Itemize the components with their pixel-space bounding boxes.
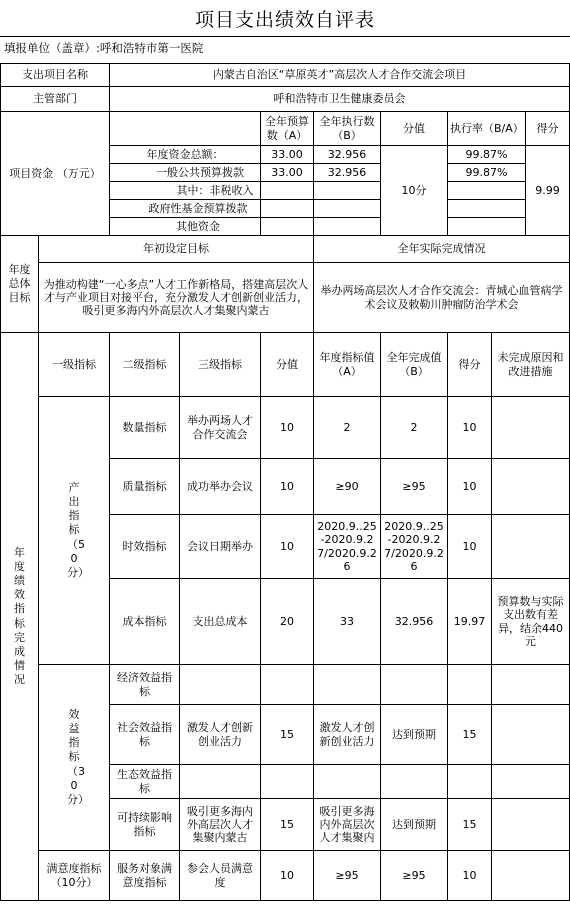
- header-points: 得分: [448, 333, 492, 397]
- funds-row-budget: [261, 182, 314, 200]
- benefit-score: [261, 765, 314, 799]
- output-indicator-label: [39, 397, 110, 665]
- benefit-actual: [381, 765, 448, 799]
- output-score: 10: [261, 515, 314, 579]
- benefit-reason: [492, 765, 570, 799]
- satisfaction-indicator-label: 满意度指标（10分）: [39, 851, 110, 901]
- benefit-score: [261, 665, 314, 705]
- output-points: 19.97: [448, 579, 492, 665]
- funds-row-label: 政府性基金预算拨款: [110, 200, 261, 218]
- satisfaction-target: ≥95: [314, 851, 381, 901]
- satisfaction-l3: 参会人员满意度: [180, 851, 261, 901]
- funds-score-header: 分值: [381, 112, 448, 146]
- output-target: 2020.9..25-2020.9.27/2020.9.26: [314, 515, 381, 579]
- output-actual: ≥95: [381, 459, 448, 515]
- output-l3: 成功举办会议: [180, 459, 261, 515]
- benefit-target: [314, 765, 381, 799]
- output-points: 10: [448, 515, 492, 579]
- benefit-indicator-text: 效益指标（30分）: [67, 708, 89, 806]
- funds-row-rate: 99.87%: [448, 146, 526, 164]
- benefit-l2: 可持续影响指标: [110, 799, 180, 851]
- output-indicator-text: 产出指标（50分）: [67, 481, 89, 579]
- benefit-indicator-label: [39, 665, 110, 851]
- benefit-target: [314, 665, 381, 705]
- satisfaction-points: 10: [448, 851, 492, 901]
- output-target: ≥90: [314, 459, 381, 515]
- indicators-section-text: 年度绩效指标完成情况: [14, 546, 25, 686]
- funds-row-label: 其中：非税收入: [110, 182, 261, 200]
- benefit-points: [448, 765, 492, 799]
- benefit-score: 15: [261, 799, 314, 851]
- funds-row-executed: [314, 200, 381, 218]
- goals-planned-text: 为推动构建“一心多点”人才工作新格局，搭建高层次人才与产业项目对接平台，充分激发人才创新创业活力，吸引更多海内外高层次人才集聚内蒙古: [39, 263, 314, 333]
- department-label: 主管部门: [1, 87, 110, 112]
- funds-label: 项目资金 （万元）: [1, 112, 110, 236]
- benefit-actual: 达到预期: [381, 705, 448, 765]
- header-target: 年度指标值（A）: [314, 333, 381, 397]
- benefit-points: 15: [448, 799, 492, 851]
- output-reason: 预算数与实际支出数有差异，结余440元: [492, 579, 570, 665]
- output-reason: [492, 459, 570, 515]
- funds-budget-header: 全年预算数（A）: [261, 112, 314, 146]
- benefit-l3: [180, 665, 261, 705]
- benefit-reason: [492, 665, 570, 705]
- header-reason: 未完成原因和改进措施: [492, 333, 570, 397]
- department-value: 呼和浩特市卫生健康委员会: [110, 87, 570, 112]
- satisfaction-l2: 服务对象满意度指标: [110, 851, 180, 901]
- output-actual: 2: [381, 397, 448, 459]
- indicators-section-label: [1, 333, 39, 901]
- output-l3: 会议日期举办: [180, 515, 261, 579]
- output-l2: 成本指标: [110, 579, 180, 665]
- funds-row-rate: [448, 200, 526, 218]
- project-name-label: 支出项目名称: [1, 64, 110, 87]
- header-level3: 三级指标: [180, 333, 261, 397]
- output-actual: 2020.9..25-2020.9.27/2020.9.26: [381, 515, 448, 579]
- benefit-actual: 达到预期: [381, 799, 448, 851]
- project-name-value: 内蒙古自治区“草原英才”高层次人才合作交流会项目: [110, 64, 570, 87]
- benefit-l2: 生态效益指标: [110, 765, 180, 799]
- funds-row-rate: [448, 182, 526, 200]
- funds-row-executed: [314, 218, 381, 236]
- funds-blank-header: [110, 112, 261, 146]
- funds-row-label: 其他资金: [110, 218, 261, 236]
- output-target: 2: [314, 397, 381, 459]
- benefit-l2: 经济效益指标: [110, 665, 180, 705]
- benefit-target: 激发人才创新创业活力: [314, 705, 381, 765]
- satisfaction-reason: [492, 851, 570, 901]
- benefit-points: [448, 665, 492, 705]
- funds-row-executed: 32.956: [314, 146, 381, 164]
- satisfaction-score: 10: [261, 851, 314, 901]
- benefit-l3: 吸引更多海内外高层次人才集聚内蒙古: [180, 799, 261, 851]
- output-l3: 举办两场人才合作交流会: [180, 397, 261, 459]
- output-actual: 32.956: [381, 579, 448, 665]
- funds-row-executed: [314, 182, 381, 200]
- goals-actual-header: 全年实际完成情况: [314, 236, 570, 263]
- header-level2: 二级指标: [110, 333, 180, 397]
- benefit-l3: [180, 765, 261, 799]
- satisfaction-actual: ≥95: [381, 851, 448, 901]
- funds-row-rate: 99.87%: [448, 164, 526, 182]
- reporting-unit: 填报单位（盖章）:呼和浩特市第一医院: [4, 41, 204, 55]
- goals-planned-header: 年初设定目标: [39, 236, 314, 263]
- output-score: 20: [261, 579, 314, 665]
- funds-points-header: 得分: [526, 112, 570, 146]
- output-target: 33: [314, 579, 381, 665]
- funds-row-budget: [261, 200, 314, 218]
- output-score: 10: [261, 397, 314, 459]
- output-score: 10: [261, 459, 314, 515]
- output-reason: [492, 515, 570, 579]
- header-score: 分值: [261, 333, 314, 397]
- benefit-reason: [492, 705, 570, 765]
- output-l2: 数量指标: [110, 397, 180, 459]
- evaluation-table: [0, 63, 570, 901]
- funds-score-value: 10分: [381, 146, 448, 236]
- goals-actual-text: 举办两场高层次人才合作交流会：青城心血管病学术会议及敕勒川肿瘤防治学术会: [314, 263, 570, 333]
- page-title: 项目支出绩效自评表: [0, 0, 570, 37]
- funds-points-value: 9.99: [526, 146, 570, 236]
- output-reason: [492, 397, 570, 459]
- benefit-reason: [492, 799, 570, 851]
- output-l2: 时效指标: [110, 515, 180, 579]
- header-level1: 一级指标: [39, 333, 110, 397]
- funds-row-executed: 32.956: [314, 164, 381, 182]
- funds-row-rate: [448, 218, 526, 236]
- output-points: 10: [448, 397, 492, 459]
- header-actual: 全年完成值（B）: [381, 333, 448, 397]
- funds-executed-header: 全年执行数（B）: [314, 112, 381, 146]
- goals-label: [1, 236, 39, 333]
- funds-rate-header: 执行率（B/A）: [448, 112, 526, 146]
- output-points: 10: [448, 459, 492, 515]
- benefit-l3: 激发人才创新创业活力: [180, 705, 261, 765]
- funds-row-label: 一般公共预算拨款: [110, 164, 261, 182]
- benefit-target: 吸引更多海内外高层次人才集聚内: [314, 799, 381, 851]
- output-l2: 质量指标: [110, 459, 180, 515]
- benefit-points: 15: [448, 705, 492, 765]
- benefit-score: 15: [261, 705, 314, 765]
- funds-row-budget: [261, 218, 314, 236]
- funds-row-label: 年度资金总额：: [110, 146, 261, 164]
- funds-row-budget: 33.00: [261, 164, 314, 182]
- goals-label-text: 年度总体目标: [8, 262, 31, 305]
- funds-row-budget: 33.00: [261, 146, 314, 164]
- benefit-actual: [381, 665, 448, 705]
- output-l3: 支出总成本: [180, 579, 261, 665]
- benefit-l2: 社会效益指标: [110, 705, 180, 765]
